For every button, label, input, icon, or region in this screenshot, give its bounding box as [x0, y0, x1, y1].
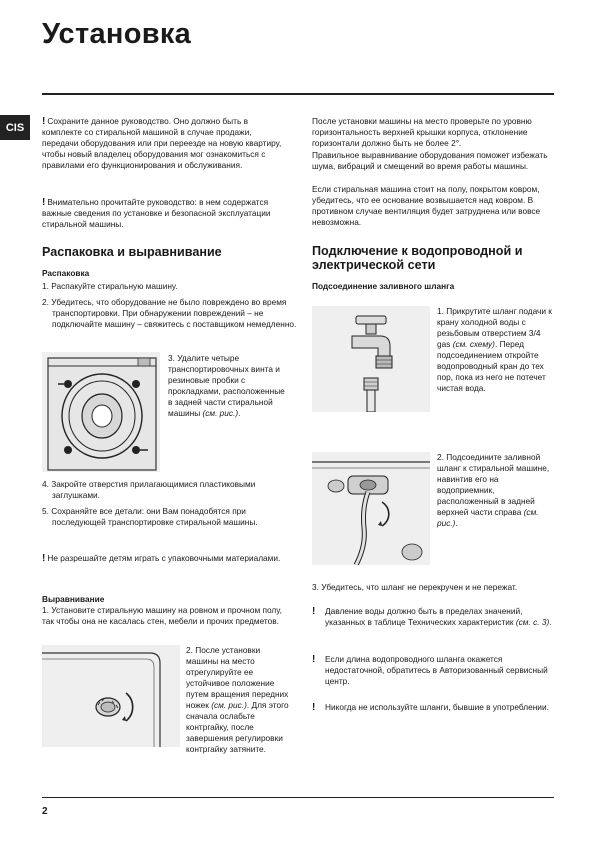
- children-warning-text: Не разрешайте детям играть с упаковочными материалами.: [47, 553, 281, 563]
- exclamation-icon: !: [42, 197, 46, 208]
- hose-length-warning: [312, 654, 555, 687]
- unpack-step-1: 1. Распакуйте стиральную машину.: [42, 281, 178, 291]
- unpack-step-3-ref: (см. рис.): [202, 408, 239, 418]
- hose-step-1: [437, 306, 555, 394]
- inlet-connection-illustration: [312, 452, 430, 565]
- page-number: 2: [42, 806, 48, 817]
- unpacking-section-heading: Распаковка и выравнивание: [42, 245, 222, 259]
- hose-step-2-text: 2. Подсоедините заливной шланг к стиральной машине, навинтив его на водоприемник, расположенный в задней верхней части справа: [437, 452, 550, 517]
- level-step-1: 1. Установите стиральную машину на ровном и прочном полу, так чтобы она не касалась стен, мебели и прочих предметов.: [42, 605, 282, 626]
- read-manual-note: [42, 197, 287, 230]
- carpet-note: Если стиральная машина стоит на полу, покрытом ковром, убедитесь, что ее основание возвышается над ковром. В противном случае вентиляция будет затруднена или вовсе невозможна.: [312, 184, 541, 227]
- unpack-step-5: 5. Сохраняйте все детали: они Вам понадобятся при последующей транспортировке стиральной машины.: [42, 506, 258, 527]
- exclamation-icon: !: [312, 654, 316, 665]
- level-check-note: После установки машины на место проверьте по уровню горизонтальность верхней крышки корпуса, отклонение горизонтали должно быть не более 2°.: [312, 116, 532, 148]
- pressure-warning-text: Давление воды должно быть в пределах значений, указанных в таблице Технических характеристик: [325, 606, 523, 627]
- machine-back-figure: [42, 352, 160, 472]
- pressure-warning: [312, 606, 555, 628]
- unpack-step-2: 2. Убедитесь, что оборудование не было повреждено во время транспортировки. При обнаружении повреждений – не подключайте машину – свяжитесь с поставщиком немедленно.: [42, 297, 297, 329]
- exclamation-icon: !: [312, 606, 316, 617]
- hose-step-1-text: 1. Прикрутите шланг подачи к крану холодной воды с резьбовым отверстием 3/4 gas: [437, 306, 552, 349]
- pressure-warning-ref: (см. с. 3): [515, 617, 550, 627]
- unpack-step-3-text: 3. Удалите четыре транспортировочных винта и резиновые пробки с прокладками, расположенные в задней части стиральной машины: [168, 353, 285, 418]
- page-title: Установка: [42, 18, 192, 50]
- level-step-2: [186, 645, 291, 755]
- connection-section-heading: Подключение к водопроводной и электрической сети: [312, 244, 523, 272]
- unpack-step-4: 4. Закройте отверстия прилагающимися пластиковыми заглушками.: [42, 479, 256, 500]
- hose-step-2: [437, 452, 555, 529]
- leveling-subheading: Выравнивание: [42, 594, 105, 604]
- leveling-foot-illustration: [42, 645, 180, 747]
- level-benefit-note: Правильное выравнивание оборудования поможет избежать шума, вибраций и смещений во время работы машины.: [312, 150, 548, 171]
- leveling-foot-figure: [42, 645, 180, 747]
- exclamation-icon: !: [42, 553, 46, 564]
- unpacking-subheading: Распаковка: [42, 268, 90, 278]
- footer-rule: [42, 797, 554, 798]
- hose-step-2-ref: (см. рис.): [437, 507, 539, 528]
- level-step-2-text: 2. После установки машины на место отрегулируйте ее устойчивое положение путем вращения передних ножек: [186, 645, 289, 710]
- hose-step-1-tail: . Перед подсоединением откройте водопроводный кран до тех пор, пока из него не потечет чистая вода.: [437, 339, 546, 393]
- level-step-2-tail: . Для этого сначала ослабьте контргайку, после завершения регулировки контргайку затяните.: [186, 700, 289, 754]
- unpack-step-3: 3. Удалите четыре транспортировочных винта и резиновые пробки с прокладками, расположенные в задней части стиральной машины (см. рис.).: [168, 353, 285, 418]
- intro-note: [42, 116, 287, 171]
- hose-length-warning-text: Если длина водопроводного шланга окажется недостаточной, обратитесь в Авторизованный сервисный центр.: [325, 654, 548, 686]
- tap-connection-illustration: [312, 306, 430, 412]
- used-hose-warning-text: Никогда не используйте шланги, бывшие в употреблении.: [325, 702, 549, 712]
- machine-back-illustration: [42, 352, 160, 472]
- exclamation-icon: !: [312, 702, 316, 713]
- used-hose-warning: [312, 702, 555, 713]
- inlet-connection-figure: [312, 452, 430, 565]
- hose-step-1-ref: (см. схему): [452, 339, 495, 349]
- hose-subheading: Подсоединение заливного шланга: [312, 281, 455, 291]
- exclamation-icon: !: [42, 116, 46, 127]
- read-manual-text: Внимательно прочитайте руководство: в нем содержатся важные сведения по установке и безопасной эксплуатации стиральной машины.: [42, 197, 271, 229]
- children-warning: [42, 553, 287, 564]
- title-rule: [42, 93, 554, 95]
- level-step-2-ref: (см. рис.): [211, 700, 247, 710]
- pressure-warning-tail: .: [549, 617, 552, 627]
- language-tab: CIS: [0, 115, 30, 140]
- hose-step-2-tail: .: [455, 518, 458, 528]
- pressure-warning-body: [325, 606, 555, 628]
- hose-step-3: 3. Убедитесь, что шланг не перекручен и не пережат.: [312, 582, 518, 592]
- tap-connection-figure: [312, 306, 430, 412]
- intro-note-text: Сохраните данное руководство. Оно должно быть в комплекте со стиральной машиной в случае продажи, передачи оборудования или при переезде на новую квартиру, чтобы новый владелец оборудования мог ознакомиться с правилами его функционирования и обслуживания.: [42, 116, 282, 170]
